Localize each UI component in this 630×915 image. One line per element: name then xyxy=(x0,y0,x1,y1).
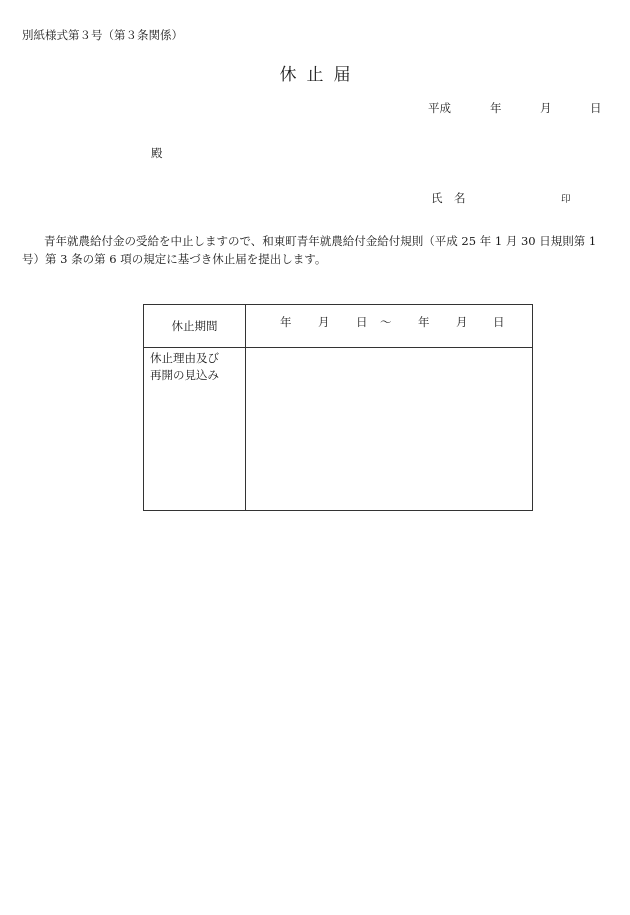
form-reference: 別紙様式第３号（第３条関係） xyxy=(22,28,183,42)
date-month-label: 月 xyxy=(540,101,552,115)
document-title: 休止届 xyxy=(279,65,361,85)
period-separator: ～ xyxy=(380,315,392,329)
reason-row xyxy=(144,348,533,511)
start-day-label: 日 xyxy=(356,315,368,329)
date-day-label: 日 xyxy=(590,101,602,115)
addressee-suffix: 殿 xyxy=(151,146,163,160)
reason-label xyxy=(144,348,246,511)
start-month-label: 月 xyxy=(318,315,330,329)
date-era: 平成 xyxy=(428,101,451,115)
reason-label-line1: 休止理由及び xyxy=(150,351,219,365)
seal-mark: 印 xyxy=(561,194,571,205)
name-label: 氏 名 xyxy=(431,191,466,205)
start-year-label: 年 xyxy=(280,315,292,329)
end-year-label: 年 xyxy=(418,315,430,329)
end-month-label: 月 xyxy=(456,315,468,329)
body-paragraph: 青年就農給付金の受給を中止しますので、和東町青年就農給付金給付規則（平成 25 年 1 月 30 日規則第 1 号）第 3 条の第 6 項の規定に基づき休止届を提出します。 xyxy=(22,234,597,266)
reason-label-line2: 再開の見込み xyxy=(150,368,219,382)
period-row xyxy=(144,305,533,348)
suspension-table xyxy=(143,304,533,511)
period-value-cell[interactable] xyxy=(246,305,533,348)
end-day-label: 日 xyxy=(493,315,505,329)
reason-value-cell[interactable] xyxy=(246,348,533,511)
date-year-label: 年 xyxy=(490,101,502,115)
period-label: 休止期間 xyxy=(144,305,246,348)
